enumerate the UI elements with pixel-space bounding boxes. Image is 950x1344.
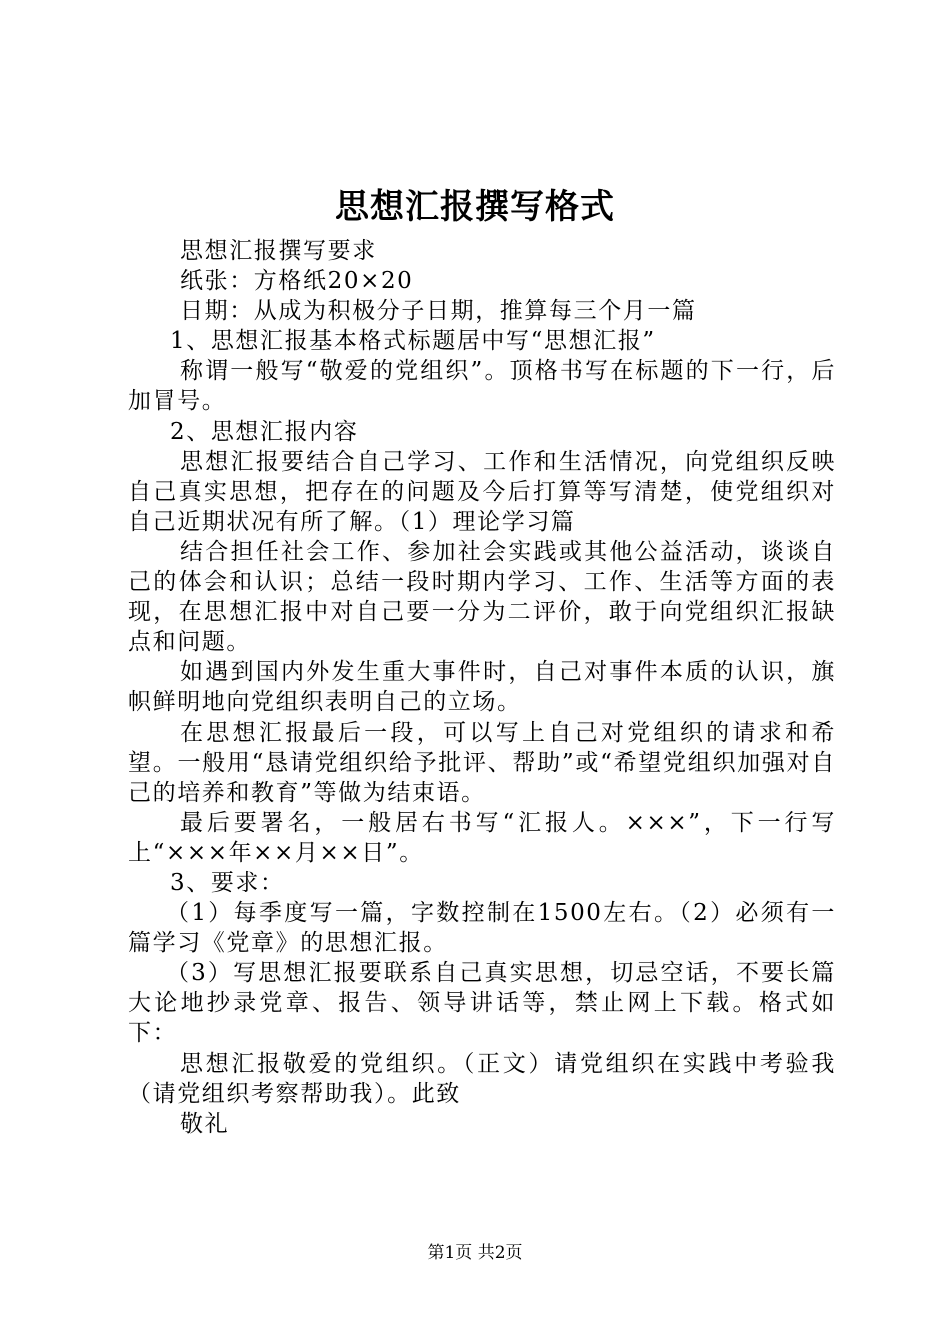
document-body: [128, 236, 836, 1139]
paragraph-requirement-3: （3）写思想汇报要联系自己真实思想，切忌空话，不要长篇大论地抄录党章、报告、领导讲话等，禁止网上下载。格式如下：: [128, 960, 836, 1047]
paragraph-closing: 在思想汇报最后一段，可以写上自己对党组织的请求和希望。一般用“恳请党组织给予批评、帮助”或“希望党组织加强对自己的培养和教育”等做为结束语。: [128, 719, 836, 806]
paragraph-practice: 结合担任社会工作、参加社会实践或其他公益活动，谈谈自己的体会和认识；总结一段时期内学习、工作、生活等方面的表现，在思想汇报中对自己要一分为二评价，敢于向党组织汇报缺点和问题。: [128, 538, 836, 656]
paragraph-paper: 纸张：方格纸20×20: [180, 268, 414, 295]
paragraph-signature: 最后要署名，一般居右书写“汇报人。×××”，下一行写上“×××年××月××日”。: [128, 809, 836, 866]
document-title: 思想汇报撰写格式: [335, 187, 615, 227]
paragraph-regards: 敬礼: [180, 1110, 230, 1137]
paragraph-date: 日期：从成为积极分子日期，推算每三个月一篇: [180, 298, 697, 325]
paragraph-section-1: 1、思想汇报基本格式标题居中写“思想汇报”: [170, 328, 656, 355]
paragraph-format-example: 思想汇报敬爱的党组织。（正文）请党组织在实践中考验我（请党组织考察帮助我）。此致: [128, 1050, 836, 1107]
paragraph-requirement-1-2: （1）每季度写一篇，字数控制在1500左右。（2）必须有一篇学习《党章》的思想汇报。: [128, 900, 836, 957]
page-footer: 第1页 共2页: [427, 1243, 523, 1263]
paragraph-content: 思想汇报要结合自己学习、工作和生活情况，向党组织反映自己真实思想，把存在的问题及今后打算等写清楚，使党组织对自己近期状况有所了解。（1）理论学习篇: [128, 448, 836, 535]
paragraph-requirements-heading: 思想汇报撰写要求: [180, 238, 377, 264]
paragraph-major-events: 如遇到国内外发生重大事件时，自己对事件本质的认识，旗帜鲜明地向党组织表明自己的立场。: [128, 659, 836, 716]
paragraph-section-3: 3、要求：: [170, 869, 285, 896]
paragraph-salutation: 称谓一般写“敬爱的党组织”。顶格书写在标题的下一行，后加冒号。: [128, 358, 836, 415]
paragraph-section-2: 2、思想汇报内容: [170, 418, 359, 445]
